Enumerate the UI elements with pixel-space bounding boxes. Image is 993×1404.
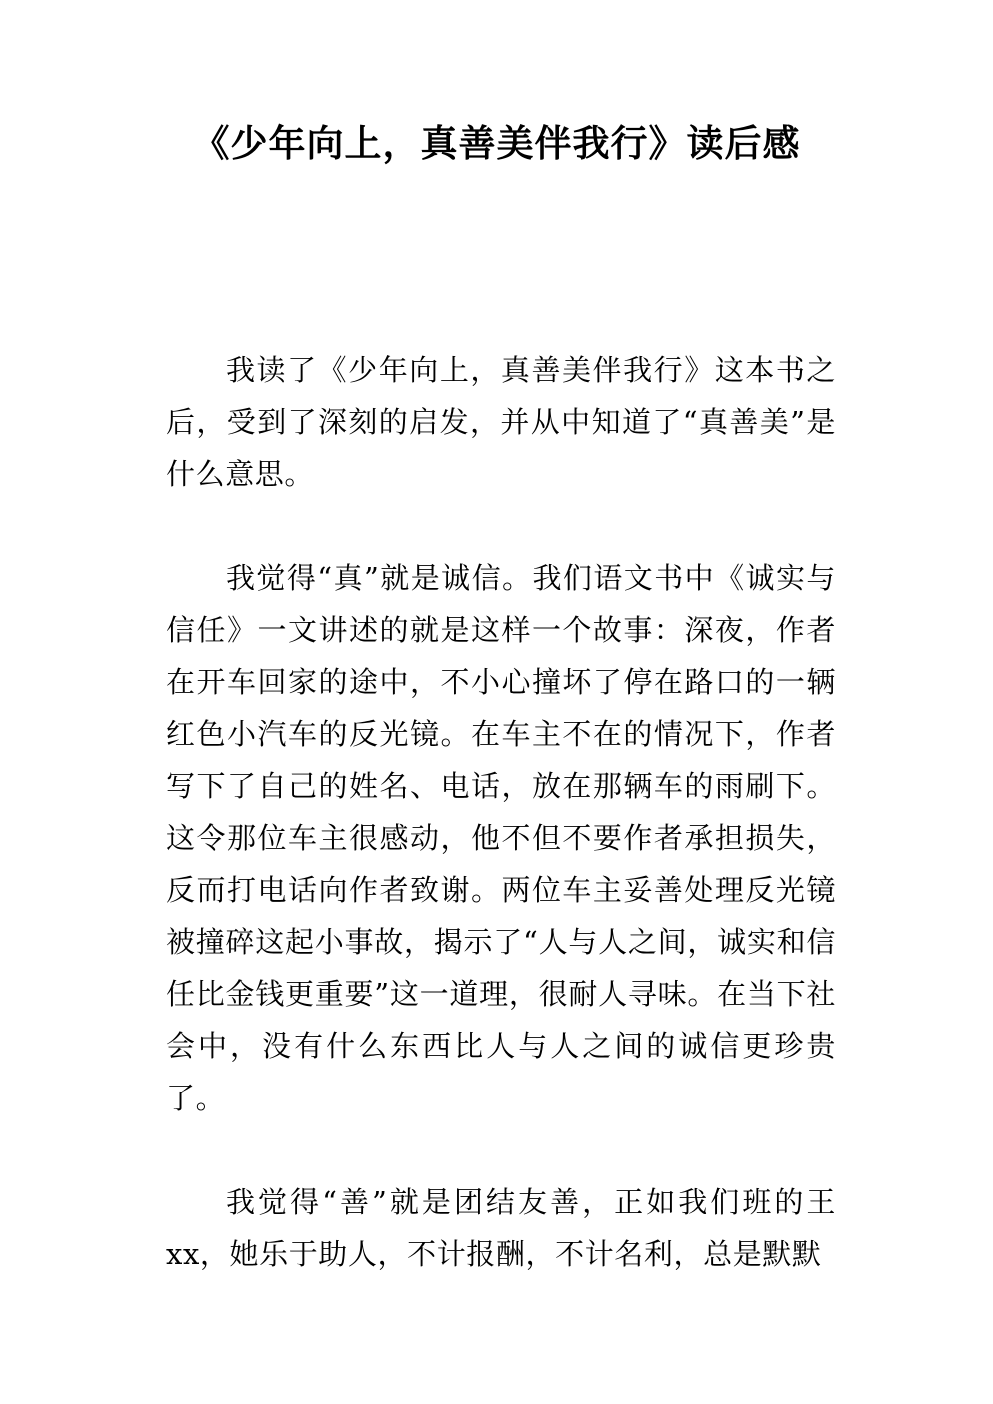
paragraph: 我觉得“善”就是团结友善，正如我们班的王xx，她乐于助人，不计报酬，不计名利，总是默默	[166, 1185, 836, 1271]
paragraph: 我读了《少年向上，真善美伴我行》这本书之后，受到了深刻的启发，并从中知道了“真善美”是什么意思。	[166, 353, 836, 491]
document-body	[166, 344, 836, 1332]
document-title: 《少年向上，真善美伴我行》读后感	[192, 122, 801, 165]
paragraph: 我觉得“真”就是诚信。我们语文书中《诚实与信任》一文讲述的就是这样一个故事：深夜，作者在开车回家的途中，不小心撞坏了停在路口的一辆红色小汽车的反光镜。在车主不在的情况下，作者写下了自己的姓名、电话，放在那辆车的雨刷下。这令那位车主很感动，他不但不要作者承担损失，反而打电话向作者致谢。两位车主妥善处理反光镜被撞碎这起小事故，揭示了“人与人之间，诚实和信任比金钱更重要”这一道理，很耐人寻味。在当下社会中，没有什么东西比人与人之间的诚信更珍贵了。	[166, 561, 836, 1115]
